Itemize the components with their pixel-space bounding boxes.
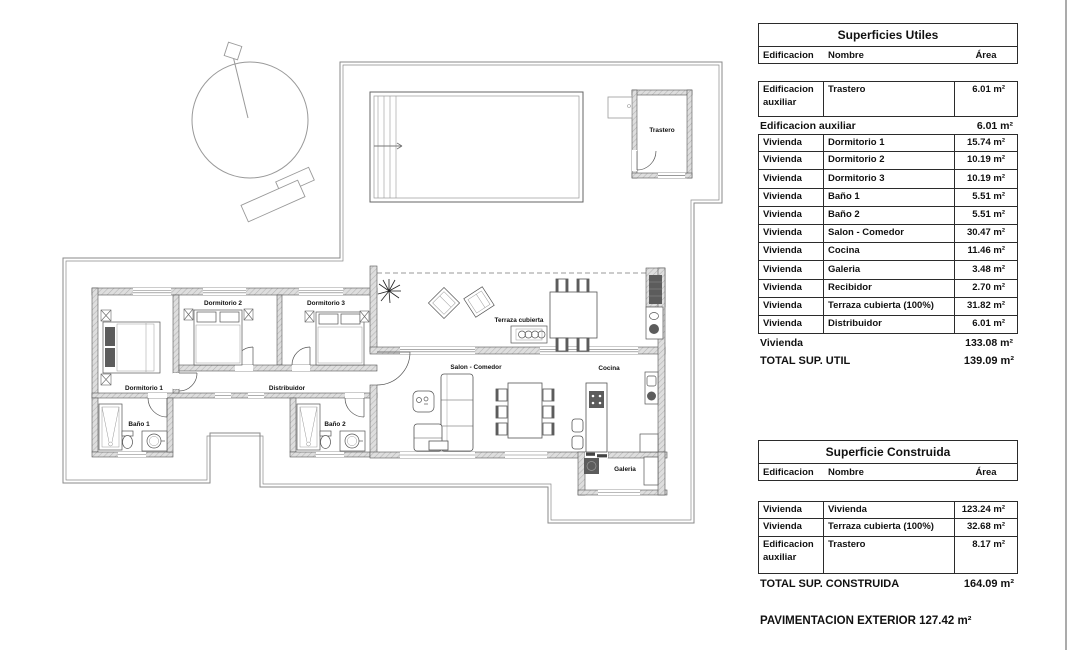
cell-area: 123.24 m² xyxy=(961,503,1005,515)
cell-nombre: Dormitorio 3 xyxy=(824,170,955,187)
cell-edificacion: Vivienda xyxy=(759,243,824,260)
label-dormitorio-3: Dormitorio 3 xyxy=(307,300,345,307)
cell-nombre: Vivienda xyxy=(824,502,955,518)
cell-area: 5.51 m² xyxy=(972,208,1005,220)
cell-nombre: Salon - Comedor xyxy=(824,225,955,242)
terrace-dining-set xyxy=(550,279,597,351)
col-nombre: Nombre xyxy=(828,466,864,478)
table-row xyxy=(758,280,1018,298)
label-galeria: Galeria xyxy=(614,466,636,473)
tree-symbol xyxy=(192,42,308,178)
cell-nombre: Terraza cubierta (100%) xyxy=(824,298,955,315)
cell-area: 10.19 m² xyxy=(966,172,1005,184)
bed-dormitorio-2 xyxy=(194,310,242,365)
bed-dormitorio-1 xyxy=(103,322,160,373)
pool-steps xyxy=(378,96,396,198)
table-row xyxy=(758,189,1018,207)
label-bano-1: Baño 1 xyxy=(128,421,150,428)
table-row xyxy=(758,519,1018,537)
cell-edificacion: Vivienda xyxy=(759,298,824,315)
kitchen-island xyxy=(572,383,607,452)
total-row xyxy=(758,351,1018,371)
label-dormitorio-1: Dormitorio 1 xyxy=(125,385,163,392)
terrace-plant-icon xyxy=(378,279,401,303)
cell-area: 3.48 m² xyxy=(972,263,1005,275)
cell-area: 5.51 m² xyxy=(972,190,1005,202)
table-header xyxy=(758,464,1018,481)
cell-nombre: Dormitorio 1 xyxy=(824,135,955,151)
table-row xyxy=(758,225,1018,243)
table-row xyxy=(758,170,1018,188)
cell-nombre: Dormitorio 2 xyxy=(824,152,955,169)
cell-area: 30.47 m² xyxy=(966,227,1005,239)
label-dormitorio-2: Dormitorio 2 xyxy=(204,300,242,307)
subtotal-row xyxy=(758,334,1018,351)
cell-area: 15.74 m² xyxy=(966,136,1005,148)
label-terraza: Terraza cubierta xyxy=(494,317,544,324)
cell-area: 8.17 m² xyxy=(972,539,1005,551)
pavimentacion-note: PAVIMENTACION EXTERIOR 127.42 m² xyxy=(760,615,972,627)
swimming-pool xyxy=(370,92,583,202)
cell-area: 31.82 m² xyxy=(966,299,1005,311)
lounge-chairs xyxy=(428,287,494,319)
cell-edificacion: Vivienda xyxy=(759,152,824,169)
table-row xyxy=(758,316,1018,334)
trastero-door-gap xyxy=(632,150,637,171)
cell-area: 10.19 m² xyxy=(966,154,1005,166)
cell-edificacion: Vivienda xyxy=(759,519,824,536)
cell-nombre: Galeria xyxy=(824,261,955,278)
table-title: Superficies Utiles xyxy=(758,23,1018,47)
cell-nombre: Recibidor xyxy=(824,280,955,297)
cell-nombre: Baño 2 xyxy=(824,207,955,224)
table-title: Superficie Construida xyxy=(758,440,1018,464)
table-row xyxy=(758,243,1018,261)
table-row xyxy=(758,207,1018,225)
table-row xyxy=(758,81,1018,117)
col-area: Área xyxy=(975,466,997,478)
total-value: 139.09 m² xyxy=(963,355,1014,368)
cell-edificacion: Vivienda xyxy=(759,170,824,187)
label-bano-2: Baño 2 xyxy=(324,421,346,428)
subtotal-value: 133.08 m² xyxy=(965,336,1013,349)
trastero-door xyxy=(637,151,656,170)
cell-edificacion: Vivienda xyxy=(759,207,824,224)
label-distribuidor: Distribuidor xyxy=(268,385,306,392)
cell-nombre: Trastero xyxy=(824,82,955,116)
cell-nombre: Cocina xyxy=(824,243,955,260)
subtotal-label: Edificacion auxiliar xyxy=(760,119,856,132)
table-header xyxy=(758,47,1018,64)
terrace-planter xyxy=(511,326,547,343)
subtotal-row xyxy=(758,117,1018,134)
cell-edificacion: Edificacion auxiliar xyxy=(759,537,824,573)
col-edificacion: Edificacion xyxy=(763,466,814,478)
table-row xyxy=(758,134,1018,152)
cell-edificacion: Vivienda xyxy=(759,189,824,206)
col-edificacion: Edificacion xyxy=(763,49,814,61)
table-row xyxy=(758,152,1018,170)
cell-nombre: Baño 1 xyxy=(824,189,955,206)
table-row xyxy=(758,298,1018,316)
total-value: 164.09 m² xyxy=(963,578,1014,591)
cell-edificacion: Vivienda xyxy=(759,135,824,151)
cell-area: 6.01 m² xyxy=(972,84,1005,95)
cell-area: 32.68 m² xyxy=(966,521,1005,533)
kitchen-sink-unit xyxy=(640,372,658,452)
sofa xyxy=(414,374,473,451)
label-cocina: Cocina xyxy=(598,365,620,372)
label-trastero: Trastero xyxy=(649,127,675,134)
total-row xyxy=(758,574,1018,594)
cell-edificacion: Vivienda xyxy=(759,261,824,278)
cell-nombre: Trastero xyxy=(824,537,955,573)
subtotal-value: 6.01 m² xyxy=(976,119,1013,132)
superficie-construida-table xyxy=(758,440,1018,594)
media-unit xyxy=(413,391,434,412)
cell-edificacion: Vivienda xyxy=(759,280,824,297)
table-row xyxy=(758,501,1018,519)
cell-edificacion: Vivienda xyxy=(759,225,824,242)
subtotal-label: Vivienda xyxy=(760,336,803,349)
table-row xyxy=(758,537,1018,574)
cell-nombre: Distribuidor xyxy=(824,316,955,333)
page-edge-line xyxy=(1065,0,1067,650)
cell-area: 2.70 m² xyxy=(972,281,1005,293)
cell-edificacion: Edificacion auxiliar xyxy=(759,82,824,116)
cell-area: 6.01 m² xyxy=(972,318,1005,330)
garden-benches xyxy=(241,167,314,222)
label-salon: Salon - Comedor xyxy=(450,364,502,371)
cell-edificacion: Vivienda xyxy=(759,316,824,333)
superficies-utiles-table xyxy=(758,23,1018,371)
salon-dining-set xyxy=(496,383,554,438)
trastero-room xyxy=(608,90,692,178)
bed-dormitorio-3 xyxy=(316,312,364,365)
cell-edificacion: Vivienda xyxy=(759,502,824,518)
col-nombre: Nombre xyxy=(828,49,864,61)
total-label: TOTAL SUP. UTIL xyxy=(760,355,851,368)
cell-area: 11.46 m² xyxy=(967,245,1005,257)
table-row xyxy=(758,261,1018,279)
cell-nombre: Terraza cubierta (100%) xyxy=(824,519,955,536)
col-area: Área xyxy=(975,49,997,61)
trastero-window xyxy=(658,173,685,178)
total-label: TOTAL SUP. CONSTRUIDA xyxy=(760,578,900,591)
